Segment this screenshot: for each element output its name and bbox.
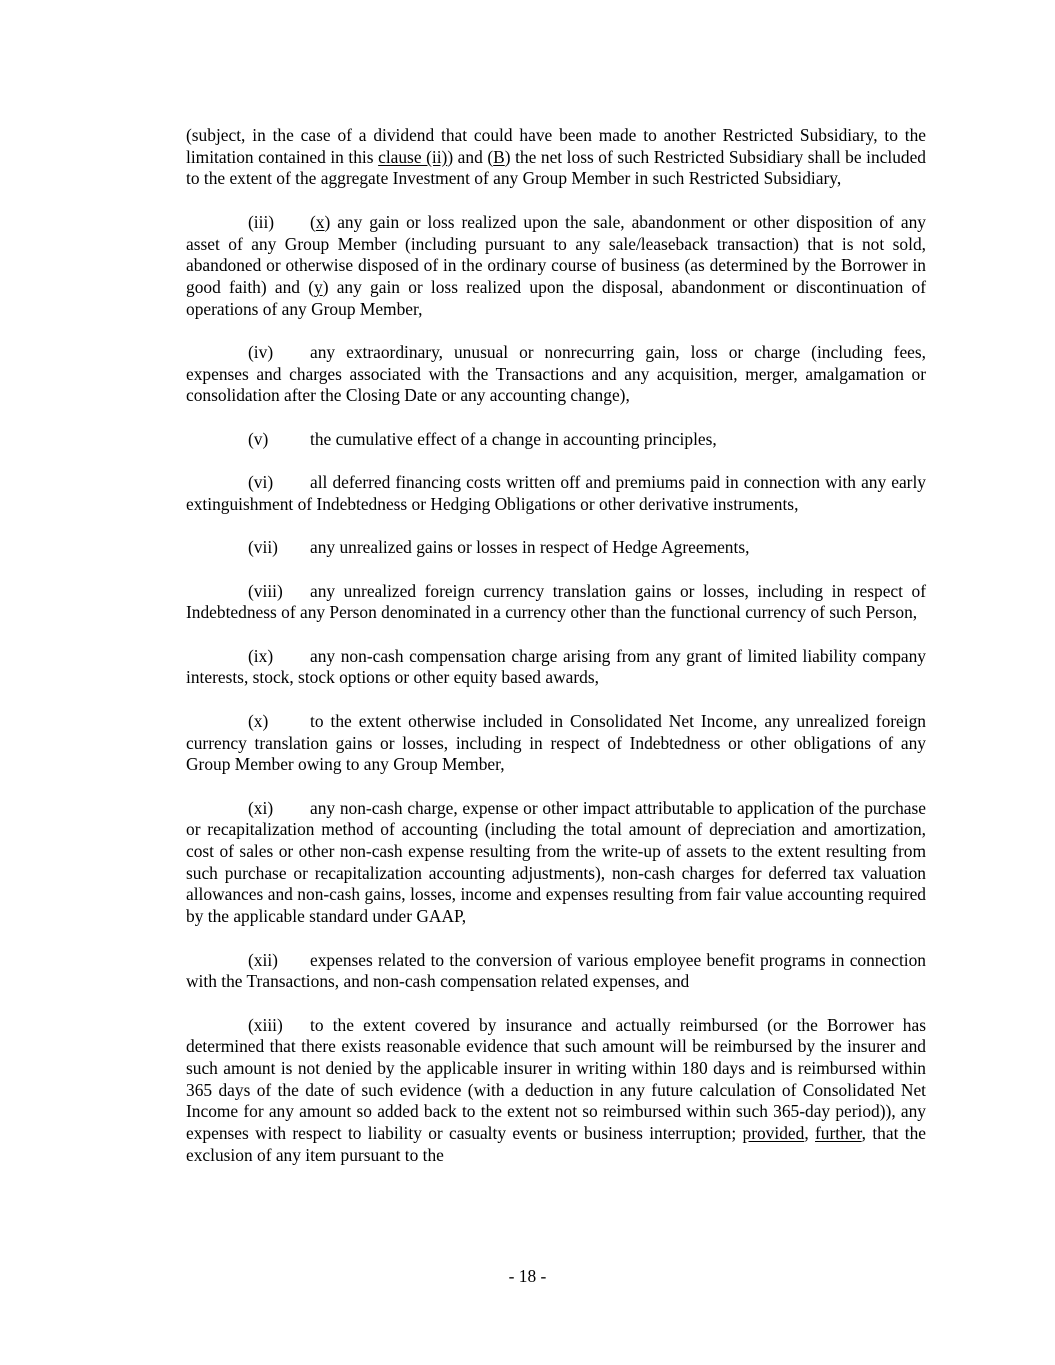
page-number: - 18 -: [508, 1266, 547, 1286]
clause-text: the cumulative effect of a change in accounting principles,: [310, 428, 717, 449]
clause-v: [186, 429, 926, 451]
b-reference: B: [493, 146, 505, 167]
clause-iii-open: (: [310, 211, 316, 232]
intro-text-3: ) the net loss of such Restricted Subsidiary shall be included to the extent of the aggregate Investment of any Group Member in such Restricted Subsidiary,: [186, 146, 926, 189]
clause-x: [186, 711, 926, 776]
clause-xiii-comma: ,: [804, 1123, 816, 1144]
clause-text: any non-cash charge, expense or other impact attributable to application of the purchase or recapitalization method of accounting (including the total amount of depreciation and amortization, cost of sales or other non-cash expense resulting from the write-up of assets to the extent resulting from such purchase or recapitalization accounting adjustments), non-cash charges for deferred tax valuation allowances and non-cash gains, losses, income and expenses resulting from fair value accounting required by the applicable standard under GAAP,: [186, 797, 926, 927]
clause-xi: [186, 798, 926, 928]
clause-ii-reference: clause (ii): [378, 146, 448, 167]
clause-xiii: [186, 1015, 926, 1167]
clause-text: to the extent otherwise included in Consolidated Net Income, any unrealized foreign currency translation gains or losses, including in respect of Indebtedness or other obligations of any Group Member owing to any Group Member,: [186, 710, 926, 775]
further-term: further: [815, 1123, 862, 1144]
clause-text: any unrealized gains or losses in respect of Hedge Agreements,: [310, 537, 750, 558]
clause-number: (v): [248, 428, 269, 449]
clause-xiii-text-1: to the extent covered by insurance and actually reimbursed (or the Borrower has determined that there exists reasonable evidence that such amount will be reimbursed by the insurer and such amount is not denied by the applicable insurer in writing within 180 days and is reimbursed within 365 days of the date of such evidence (with a deduction in any future calculation of Consolidated Net Income for any amount so added back to the extent not so reimbursed within such 365-day period)), any expenses with respect to liability or casualty events or business interruption;: [186, 1014, 926, 1144]
intro-text-1: (subject, in the case of a dividend that could have been made to another Restricted Subsidiary, to the limitation contained in this: [186, 125, 926, 167]
clause-xiii-text-2: , that the exclusion of any item pursuant to the: [186, 1123, 926, 1165]
clause-text: any non-cash compensation charge arising from any grant of limited liability company interests, stock, stock options or other equity based awards,: [186, 645, 926, 688]
clause-number: (xii): [248, 949, 278, 970]
clause-ix: [186, 646, 926, 689]
x-reference: x: [315, 211, 325, 232]
intro-paragraph: [186, 125, 926, 190]
clause-iii-text-1: ) any gain or loss realized upon the sale, abandonment or other disposition of any asset of any Group Member (including pursuant to any sale/leaseback transaction) that is not sold, abandoned or otherwise disposed of in the ordinary course of business (as determined by the Borrower in good faith) and (: [186, 211, 926, 297]
clause-iii-text-2: ) any gain or loss realized upon the disposal, abandonment or discontinuation of operations of any Group Member,: [186, 276, 926, 319]
clause-number: (vi): [248, 472, 274, 493]
clause-text: all deferred financing costs written off and premiums paid in connection with any early extinguishment of Indebtedness or Hedging Obligations or other derivative instruments,: [186, 472, 926, 514]
clause-number: (viii): [248, 580, 283, 601]
clause-number: (vii): [248, 537, 278, 558]
clause-iv: [186, 342, 926, 407]
document-page: [186, 125, 926, 1188]
clause-number: (iii): [248, 211, 275, 232]
clause-number: (xi): [248, 797, 274, 818]
clause-vii: [186, 537, 926, 559]
clause-number: (xiii): [248, 1014, 283, 1035]
clause-text: any unrealized foreign currency translation gains or losses, including in respect of Indebtedness of any Person denominated in a currency other than the functional currency of such Person,: [186, 580, 926, 623]
y-reference: y: [314, 276, 323, 297]
clause-number: (iv): [248, 342, 274, 362]
clause-iii: [186, 212, 926, 321]
provided-term: provided: [742, 1123, 805, 1144]
clause-number: (x): [248, 710, 269, 731]
clause-xii: [186, 950, 926, 993]
clause-viii: [186, 581, 926, 624]
clause-number: (ix): [248, 645, 274, 666]
intro-text-2: ) and (: [447, 146, 494, 167]
clause-text: any extraordinary, unusual or nonrecurring gain, loss or charge (including fees, expenses and charges associated with the Transactions and any acquisition, merger, amalgamation or consolidation after the Closing Date or any accounting change),: [186, 342, 926, 406]
clause-text: expenses related to the conversion of various employee benefit programs in connection with the Transactions, and non-cash compensation related expenses, and: [186, 949, 926, 992]
clause-vi: [186, 472, 926, 515]
